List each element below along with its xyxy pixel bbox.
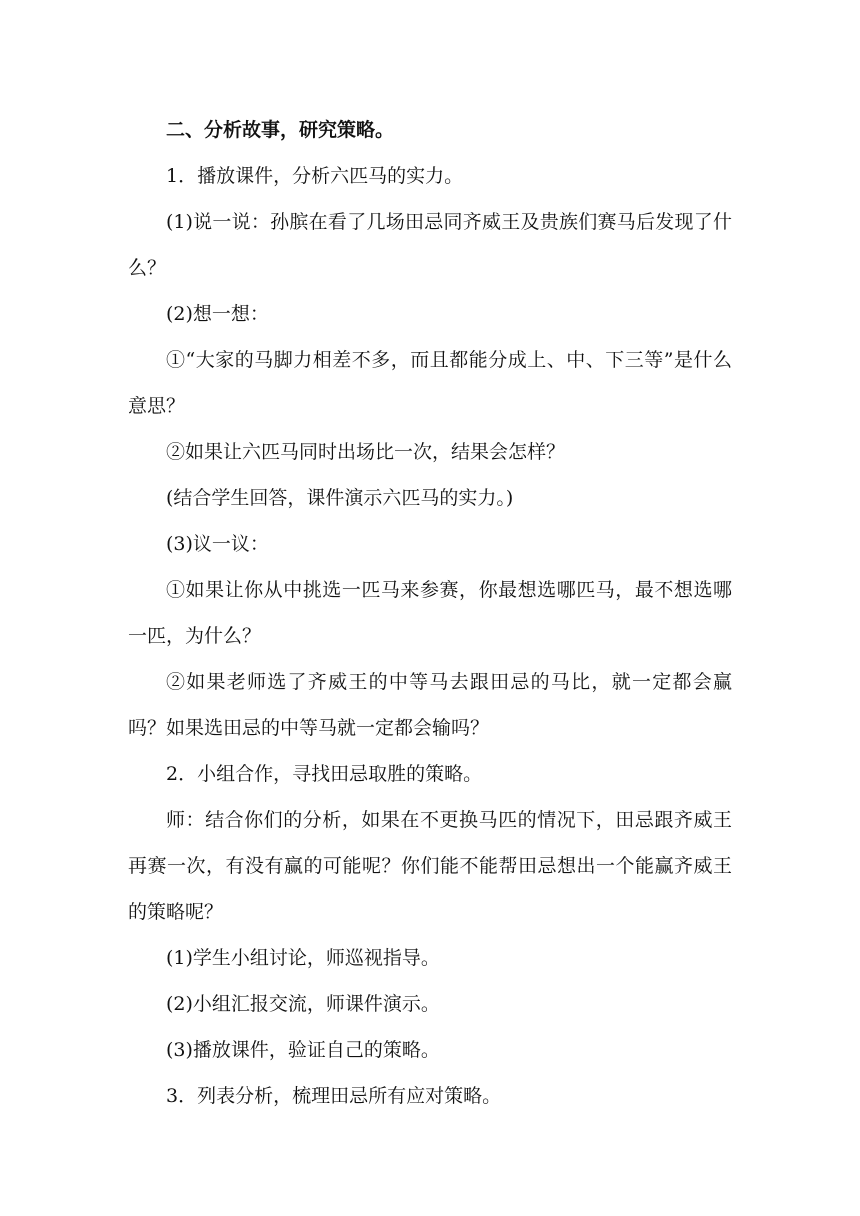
paragraph-discuss-q1: ①如果让你从中挑选一匹马来参赛，你最想选哪匹马，最不想选哪一匹，为什么？	[128, 579, 732, 647]
document-body	[128, 107, 732, 1119]
paragraph-group-discuss: (1)学生小组讨论，师巡视指导。	[166, 947, 440, 969]
paragraph-step-1: 1．播放课件，分析六匹马的实力。	[166, 165, 464, 187]
paragraph-say: (1)说一说：孙膑在看了几场田忌同齐威王及贵族们赛马后发现了什么？	[128, 211, 732, 279]
paragraph-discuss-q2: ②如果老师选了齐威王的中等马去跟田忌的马比，就一定都会赢吗？如果选田忌的中等马就一定都会输吗？	[128, 671, 732, 739]
paragraph-discuss: (3)议一议：	[166, 533, 269, 555]
paragraph-step-2: 2．小组合作，寻找田忌取胜的策略。	[166, 763, 483, 785]
paragraph-demo-note: (结合学生回答，课件演示六匹马的实力。)	[166, 487, 514, 509]
paragraph-think-q1: ①“大家的马脚力相差不多，而且都能分成上、中、下三等”是什么意思？	[128, 349, 732, 417]
paragraph-group-report: (2)小组汇报交流，师课件演示。	[166, 993, 440, 1015]
paragraph-step-3: 3．列表分析，梳理田忌所有应对策略。	[166, 1085, 502, 1107]
section-heading: 二、分析故事，研究策略。	[166, 119, 395, 141]
paragraph-think: (2)想一想：	[166, 303, 269, 325]
paragraph-think-q2: ②如果让六匹马同时出场比一次，结果会怎样？	[166, 441, 566, 463]
paragraph-teacher: 师：结合你们的分析，如果在不更换马匹的情况下，田忌跟齐威王再赛一次，有没有赢的可能呢？你们能不能帮田忌想出一个能赢齐威王的策略呢？	[128, 809, 732, 923]
paragraph-verify: (3)播放课件，验证自己的策略。	[166, 1039, 440, 1061]
